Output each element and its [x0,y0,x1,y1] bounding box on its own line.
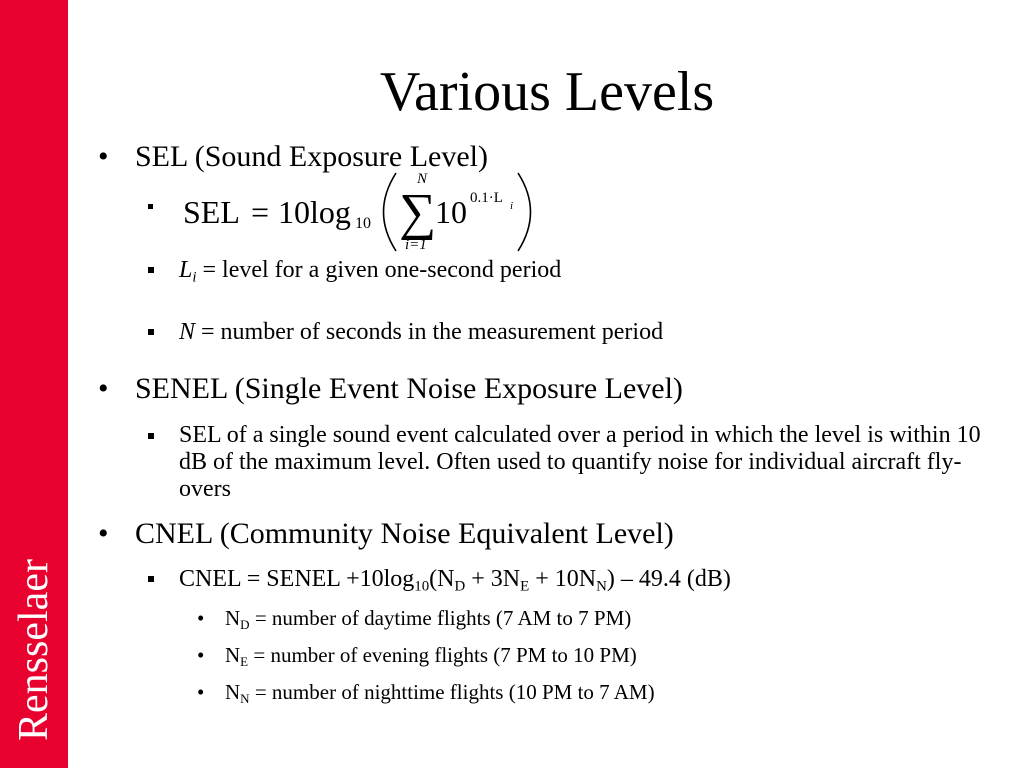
cnel-heading: CNEL (Community Noise Equivalent Level) [135,517,674,550]
eq-exponent-sub: i [510,200,514,212]
square-bullet-icon [148,329,154,335]
cnel-formula: CNEL = SENEL $+10\log_{10}(N_D + 3N_E + 10N_N) - 49.4$ (dB) [179,566,731,595]
eq-sum-upper: N [417,171,428,187]
bullet-dot-icon: • [197,606,205,630]
bullet-dot-icon: • [98,140,109,173]
eq-equals: = [251,194,270,230]
sel-equation [183,165,543,260]
nn-definition: $N_N$ = number of nighttime flights (10 PM to 7 AM) [225,680,655,706]
slide-title: Various Levels [379,61,715,123]
n-definition: N = number of seconds in the measurement period [179,319,664,345]
senel-heading: SENEL (Single Event Noise Exposure Level) [135,372,683,405]
bullet-dot-icon: • [197,680,205,704]
equation-bullet-icon [148,204,153,209]
nd-definition: $N_D$ = number of daytime flights (7 AM to 7 PM) [225,606,632,632]
eq-sum-lower: i=1 [405,237,427,253]
square-bullet-icon [148,433,154,439]
eq-base-sub: 10 [355,215,371,232]
bullet-dot-icon: • [98,372,109,405]
li-definition: $L_i$ = level for a given one-second period [179,257,562,286]
sigma-icon: ∑ [399,184,437,241]
brand-label: Rensselaer [11,559,57,741]
square-bullet-icon [148,267,154,273]
ne-definition: $N_E$ = number of evening flights (7 PM to 10 PM) [225,643,637,669]
eq-exponent: 0.1·L [470,190,503,206]
bullet-dot-icon: • [98,517,109,550]
square-bullet-icon [148,576,154,582]
eq-lhs: SEL [183,194,240,230]
eq-brackets [183,165,543,260]
eq-coef: 10log [278,194,351,230]
senel-description: SEL of a single sound event calculated over a period in which the level is within 10 dB of the maximum level. Often used to quantify noise for individual aircraft fly-overs [179,422,981,502]
eq-term: 10 [435,194,467,230]
bullet-dot-icon: • [197,643,205,667]
sel-heading: SEL (Sound Exposure Level) [135,140,488,173]
